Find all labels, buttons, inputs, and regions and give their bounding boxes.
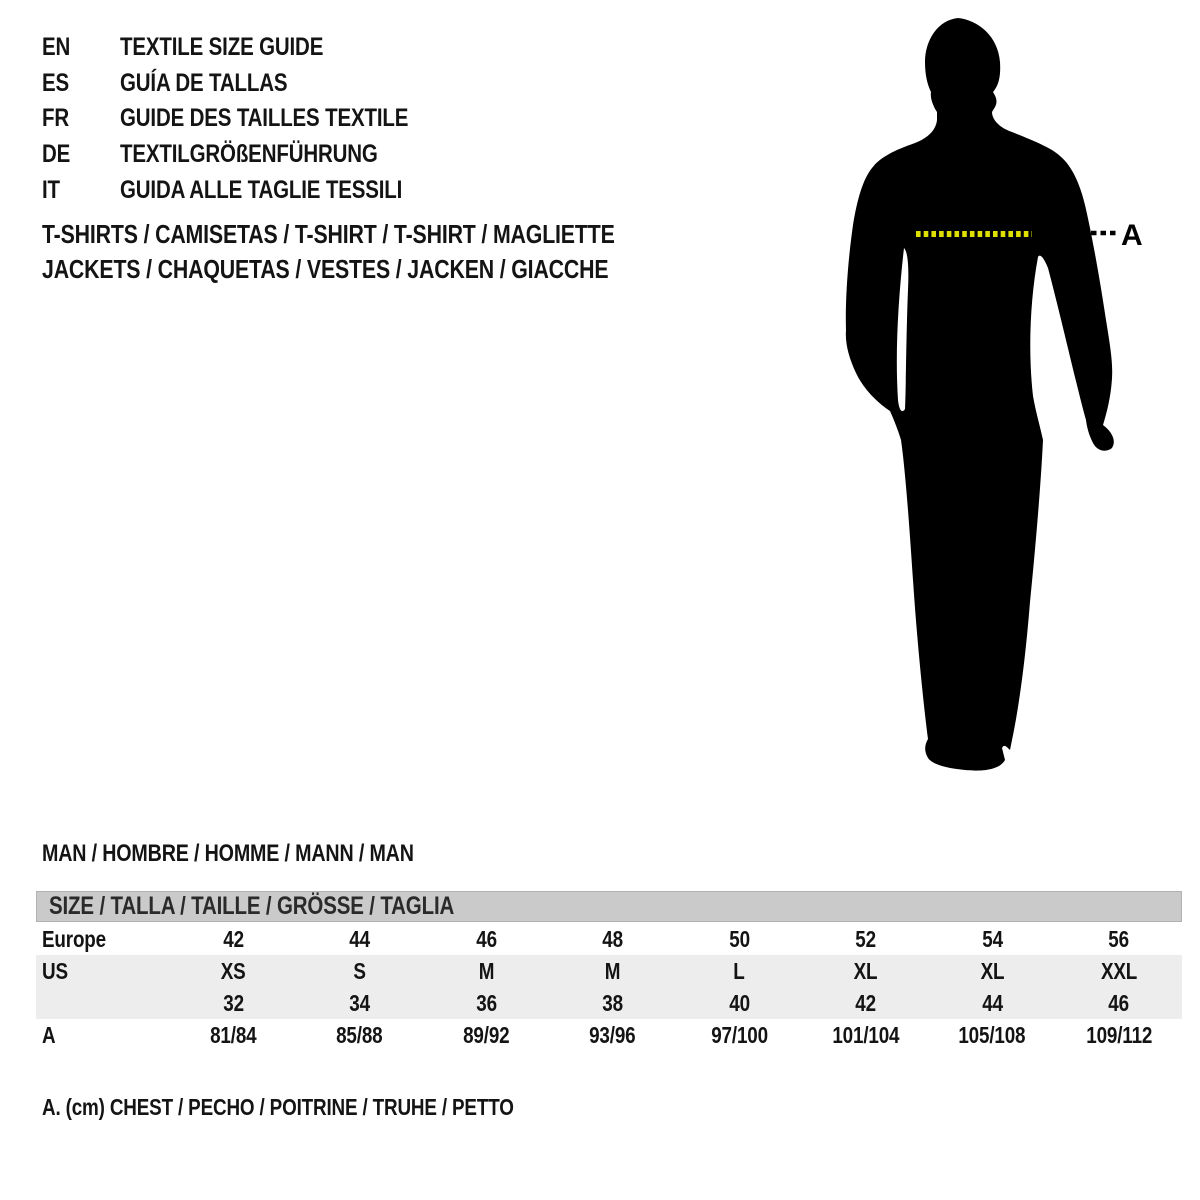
- language-row: [42, 101, 472, 137]
- measurement-footnote: [42, 1092, 617, 1122]
- size-value: 81/84: [210, 1021, 257, 1048]
- size-value: 36: [475, 989, 497, 1016]
- size-value: 93/96: [589, 1021, 636, 1048]
- table-row-europe: [36, 923, 1182, 955]
- measure-label: A: [1121, 219, 1143, 252]
- size-value: M: [478, 957, 495, 984]
- section-title-man: [42, 840, 495, 868]
- language-code: IT: [42, 175, 60, 204]
- language-list: [42, 30, 472, 209]
- section-title-text: MAN / HOMBRE / HOMME / MANN / MAN: [42, 840, 414, 867]
- language-code: FR: [42, 104, 70, 133]
- language-row: [42, 137, 472, 173]
- language-row: [42, 173, 472, 209]
- size-value: 56: [1108, 925, 1130, 952]
- size-value: XL: [853, 957, 878, 984]
- language-title: GUIDA ALLE TAGLIE TESSILI: [120, 175, 403, 204]
- language-code: EN: [42, 33, 71, 61]
- language-code: ES: [42, 68, 70, 97]
- size-value: 38: [602, 989, 624, 1016]
- size-banner-text: SIZE / TALLA / TAILLE / GRÖSSE / TAGLIA: [49, 892, 455, 920]
- size-value: 40: [728, 989, 750, 1016]
- size-value: 101/104: [832, 1021, 900, 1048]
- size-value: 50: [728, 925, 750, 952]
- garment-categories: [42, 217, 740, 287]
- size-value: 105/108: [958, 1021, 1026, 1048]
- size-value: 52: [855, 925, 877, 952]
- size-table: [36, 923, 1182, 1051]
- language-row: [42, 30, 472, 66]
- size-value: XXL: [1100, 957, 1137, 984]
- size-value: 32: [222, 989, 244, 1016]
- language-row: [42, 66, 472, 102]
- size-value: 34: [349, 989, 371, 1016]
- size-value: 44: [349, 925, 371, 952]
- size-value: 89/92: [463, 1021, 510, 1048]
- size-table-banner: [36, 891, 1182, 922]
- man-silhouette-body: [846, 18, 1114, 771]
- size-value: M: [604, 957, 621, 984]
- row-label: A: [42, 1021, 56, 1048]
- measurement-footnote-text: A. (cm) CHEST / PECHO / POITRINE / TRUHE / PETTO: [42, 1094, 514, 1120]
- size-value: 109/112: [1085, 1021, 1152, 1048]
- size-value: 42: [855, 989, 877, 1016]
- man-silhouette: [820, 0, 1200, 800]
- size-value: XL: [980, 957, 1005, 984]
- size-value: 46: [475, 925, 497, 952]
- size-value: 48: [602, 925, 624, 952]
- size-value: 42: [222, 925, 244, 952]
- category-line-jackets: JACKETS / CHAQUETAS / VESTES / JACKEN / GIACCHE: [42, 254, 609, 284]
- language-code: DE: [42, 140, 71, 169]
- row-label: US: [42, 957, 68, 984]
- size-value: 46: [1108, 989, 1130, 1016]
- language-title: TEXTILE SIZE GUIDE: [120, 33, 324, 61]
- size-value: L: [733, 957, 745, 984]
- language-title: TEXTILGRÖßENFÜHRUNG: [120, 140, 378, 169]
- table-row-us: [36, 955, 1182, 987]
- row-label: Europe: [42, 925, 106, 952]
- size-value: XS: [220, 957, 246, 984]
- size-value: 97/100: [710, 1021, 768, 1048]
- language-title: GUÍA DE TALLAS: [120, 68, 288, 97]
- category-line-tshirts: T-SHIRTS / CAMISETAS / T-SHIRT / T-SHIRT / MAGLIETTE: [42, 219, 615, 249]
- table-row-numeric: [36, 987, 1182, 1019]
- size-value: 54: [981, 925, 1003, 952]
- size-value: 44: [981, 989, 1003, 1016]
- size-value: 85/88: [336, 1021, 383, 1048]
- table-row-chest-a: [36, 1019, 1182, 1051]
- language-title: GUIDE DES TAILLES TEXTILE: [120, 104, 409, 133]
- size-value: S: [353, 957, 366, 984]
